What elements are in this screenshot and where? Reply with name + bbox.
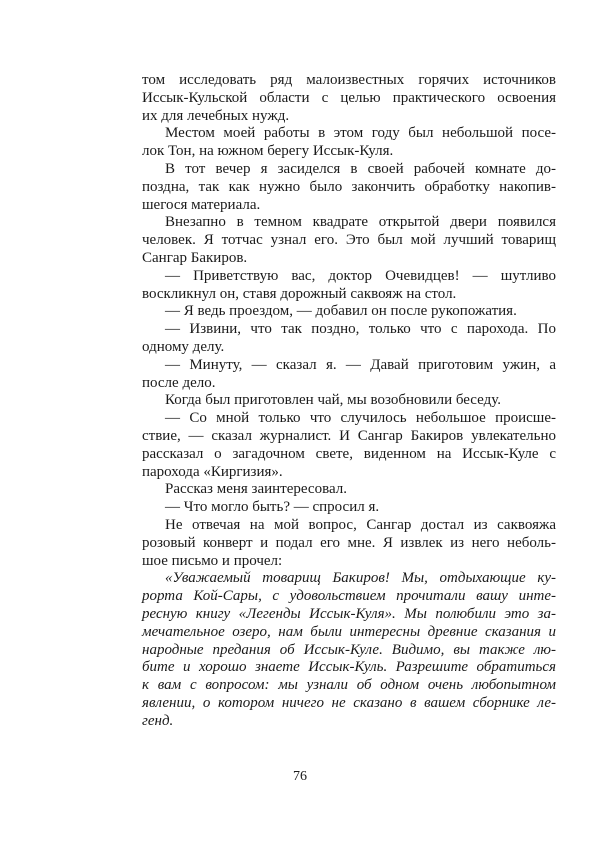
text-line: рассказал о загадочном свете, виденном на Иссык-Куле с [142,445,556,462]
text-line: явлении, о котором ничего не сказано в вашем сборнике ле- [142,694,556,711]
text-line: розовый конверт и подал его мне. Я извлек из него неболь- [142,534,556,551]
text-line: бите и хорошо знаете Иссык-Куль. Разрешите обратиться [142,659,556,676]
text-line: В тот вечер я засиделся в своей рабочей комнате до- [165,160,556,177]
quoted-letter-paragraph [142,570,556,730]
text-line: Рассказ меня заинтересовал. [165,481,347,498]
text-line: одному делу. [142,338,225,355]
text-line: том исследовать ряд малоизвестных горячих источников [142,72,556,88]
text-line: шегося материала. [142,196,261,213]
text-line: — Со мной только что случилось небольшое происше- [165,410,556,427]
text-line: «Уважаемый товарищ Бакиров! Мы, отдыхающие ку- [165,570,556,587]
text-line: народные предания об Иссык-Куле. Видимо, вы также лю- [142,641,556,658]
text-line: — Извини, что так поздно, только что с парохода. По [165,321,556,338]
text-line: ствие, — сказал журналист. И Сангар Бакиров увлекательно [142,427,556,444]
text-line: их для лечебных нужд. [142,107,290,124]
text-line: поздна, так как нужно было закончить обработку накопив- [142,178,556,195]
paragraph [142,214,556,267]
text-line: парохода «Киргизия». [142,463,283,480]
text-line: воскликнул он, ставя дорожный саквояж на стол. [142,285,457,302]
text-line: шое письмо и прочел: [142,552,283,569]
paragraph [142,481,556,499]
paragraph [142,392,556,410]
text-line: Местом моей работы в этом году был небольшой посе- [165,125,556,142]
paragraph [142,357,556,393]
text-line: Внезапно в темном квадрате открытой двери появился [165,214,556,231]
text-line: — Я ведь проездом, — добавил он после рукопожатия. [165,303,517,320]
text-line: ресную книгу «Легенды Иссык-Куля». Мы полюбили это за- [142,605,556,622]
text-line: Сангар Бакиров. [142,249,248,266]
text-line: лок Тон, на южном берегу Иссык-Куля. [142,143,394,160]
paragraph [142,303,556,321]
text-line: рорта Кой-Сары, с удовольствием прочитали вашу инте- [142,588,556,605]
text-line: человек. Я тотчас узнал его. Это был мой лучший товарищ [142,232,556,249]
text-line: — Что могло быть? — спросил я. [165,499,380,516]
book-page-body [142,72,556,730]
paragraph [142,72,556,125]
text-line: Иссык-Кульской области с целью практического освоения [142,89,556,106]
text-line: Не отвечая на мой вопрос, Сангар достал из саквояжа [165,516,556,533]
page-number: 76 [293,769,307,784]
text-line: мечательное озеро, нам были интересны древние сказания и [142,623,556,640]
text-line: после дело. [142,374,216,391]
text-line: — Приветствую вас, доктор Очевидцев! — шутливо [165,267,556,284]
text-line: — Минуту, — сказал я. — Давай приготовим ужин, а [165,356,556,373]
paragraph [142,321,556,357]
paragraph [142,499,556,517]
paragraph [142,268,556,304]
text-line: Когда был приготовлен чай, мы возобновили беседу. [165,392,501,409]
text-line: генд. [142,712,174,729]
paragraph [142,410,556,481]
text-line: к вам с вопросом: мы узнали об одном очень любопытном [142,677,556,694]
paragraph [142,125,556,161]
paragraph [142,517,556,570]
paragraph [142,161,556,214]
